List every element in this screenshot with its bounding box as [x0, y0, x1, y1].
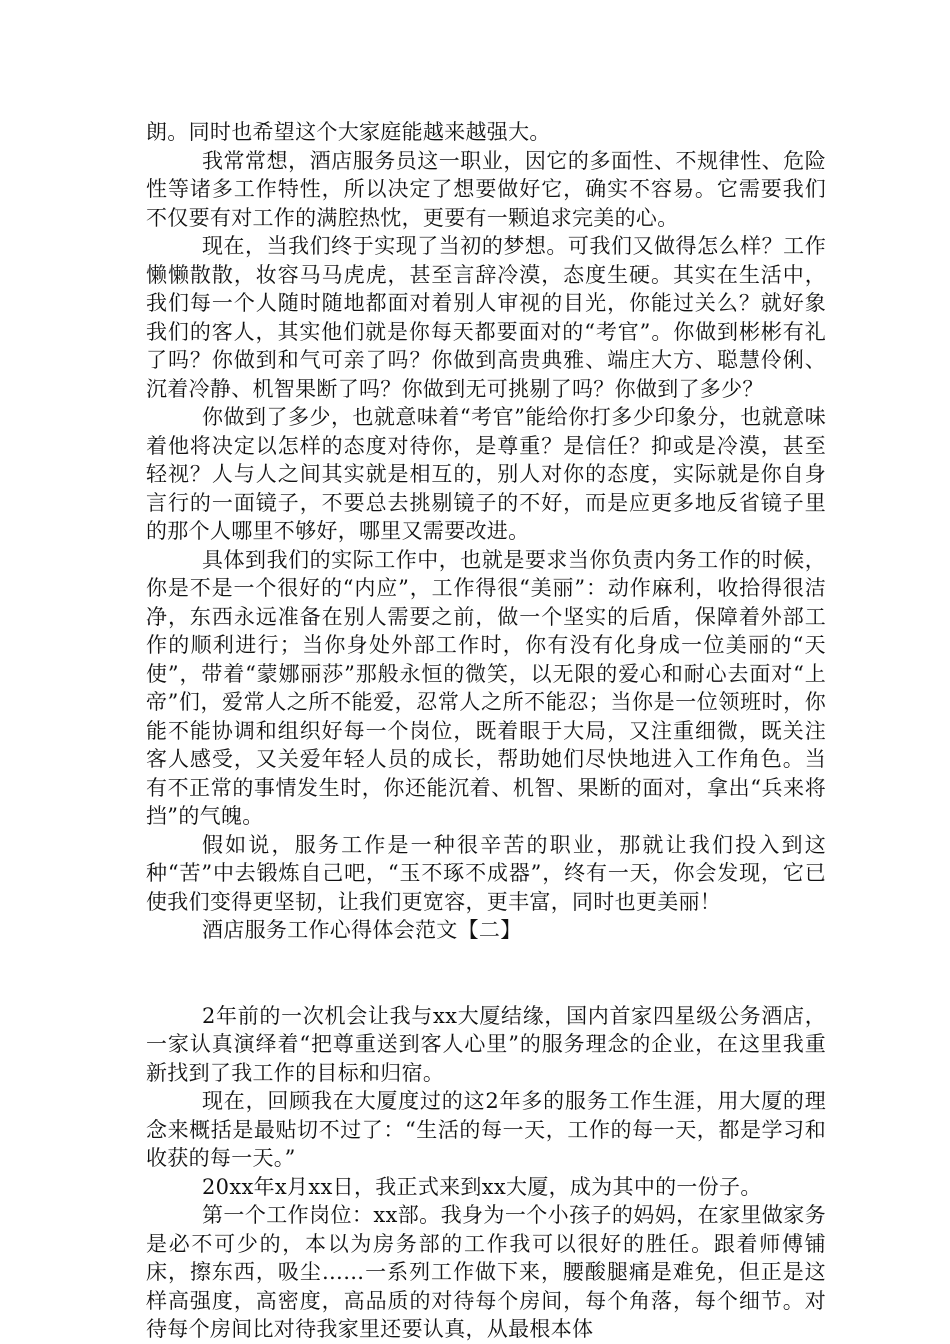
paragraph: 现在，回顾我在大厦度过的这2年多的服务工作生涯，用大厦的理念来概括是最贴切不过了：“生活的每一天，工作的每一天，都是学习和收获的每一天。”: [146, 1089, 826, 1170]
paragraph-continuation: 朗。同时也希望这个大家庭能越来越强大。: [146, 120, 551, 144]
blank-line: [146, 945, 826, 1002]
paragraph: 现在，当我们终于实现了当初的梦想。可我们又做得怎么样？工作懒懒散散，妆容马马虎虎，甚至言辞冷漠，态度生硬。其实在生活中，我们每一个人随时随地都面对着别人审视的目光，你能过关么？就好象我们的客人，其实他们就是你每天都要面对的“考官”。你做到彬彬有礼了吗？你做到和气可亲了吗？你做到高贵典雅、端庄大方、聪慧伶俐、沉着冷静、机智果断了吗？你做到无可挑剔了吗？你做到了多少？: [146, 234, 826, 401]
paragraph: 2年前的一次机会让我与xx大厦结缘，国内首家四星级公务酒店，一家认真演绎着“把尊重送到客人心里”的服务理念的企业，在这里我重新找到了我工作的目标和归宿。: [146, 1003, 826, 1085]
paragraph: 假如说，服务工作是一种很辛苦的职业，那就让我们投入到这种“苦”中去锻炼自己吧，“玉不琢不成器”，终有一天，你会发现，它已使我们变得更坚韧，让我们更宽容，更丰富，同时也更美丽！: [146, 832, 826, 914]
paragraph: 我常常想，酒店服务员这一职业，因它的多面性、不规律性、危险性等诸多工作特性，所以决定了想要做好它，确实不容易。它需要我们不仅要有对工作的满腔热忱，更要有一颗追求完美的心。: [146, 148, 826, 230]
section-heading: 酒店服务工作心得体会范文【二】: [202, 918, 522, 942]
document-body: [146, 118, 826, 1344]
paragraph: 20xx年x月xx日，我正式来到xx大厦，成为其中的一份子。: [202, 1174, 762, 1199]
paragraph: 你做到了多少，也就意味着“考官”能给你打多少印象分，也就意味着他将决定以怎样的态度对待你，是尊重？是信任？抑或是冷漠，甚至轻视？人与人之间其实就是相互的，别人对你的态度，实际就是你自身言行的一面镜子，不要总去挑剔镜子的不好，而是应更多地反省镜子里的那个人哪里不够好，哪里又需要改进。: [146, 405, 826, 543]
paragraph: 第一个工作岗位：xx部。我身为一个小孩子的妈妈，在家里做家务是必不可少的，本以为房务部的工作我可以很好的胜任。跟着师傅铺床，擦东西，吸尘……一系列工作做下来，腰酸腿痛是难免，但正是这样高强度，高密度，高品质的对待每个房间，每个角落，每个细节。对待每个房间比对待我家里还要认真，从最根本体: [146, 1203, 826, 1341]
paragraph: 具体到我们的实际工作中，也就是要求当你负责内务工作的时候，你是不是一个很好的“内应”，工作得很“美丽”：动作麻利，收拾得很洁净，东西永远准备在别人需要之前，做一个坚实的后盾，保障着外部工作的顺利进行；当你身处外部工作时，你有没有化身成一位美丽的“天使”，带着“蒙娜丽莎”那般永恒的微笑，以无限的爱心和耐心去面对“上帝”们，爱常人之所不能爱，忍常人之所不能忍；当你是一位领班时，你能不能协调和组织好每一个岗位，既着眼于大局，又注重细微，既关注客人感受，又关爱年轻人员的成长，帮助她们尽快地进入工作角色。当有不正常的事情发生时，你还能沉着、机智、果断的面对，拿出“兵来将挡”的气魄。: [146, 547, 826, 828]
